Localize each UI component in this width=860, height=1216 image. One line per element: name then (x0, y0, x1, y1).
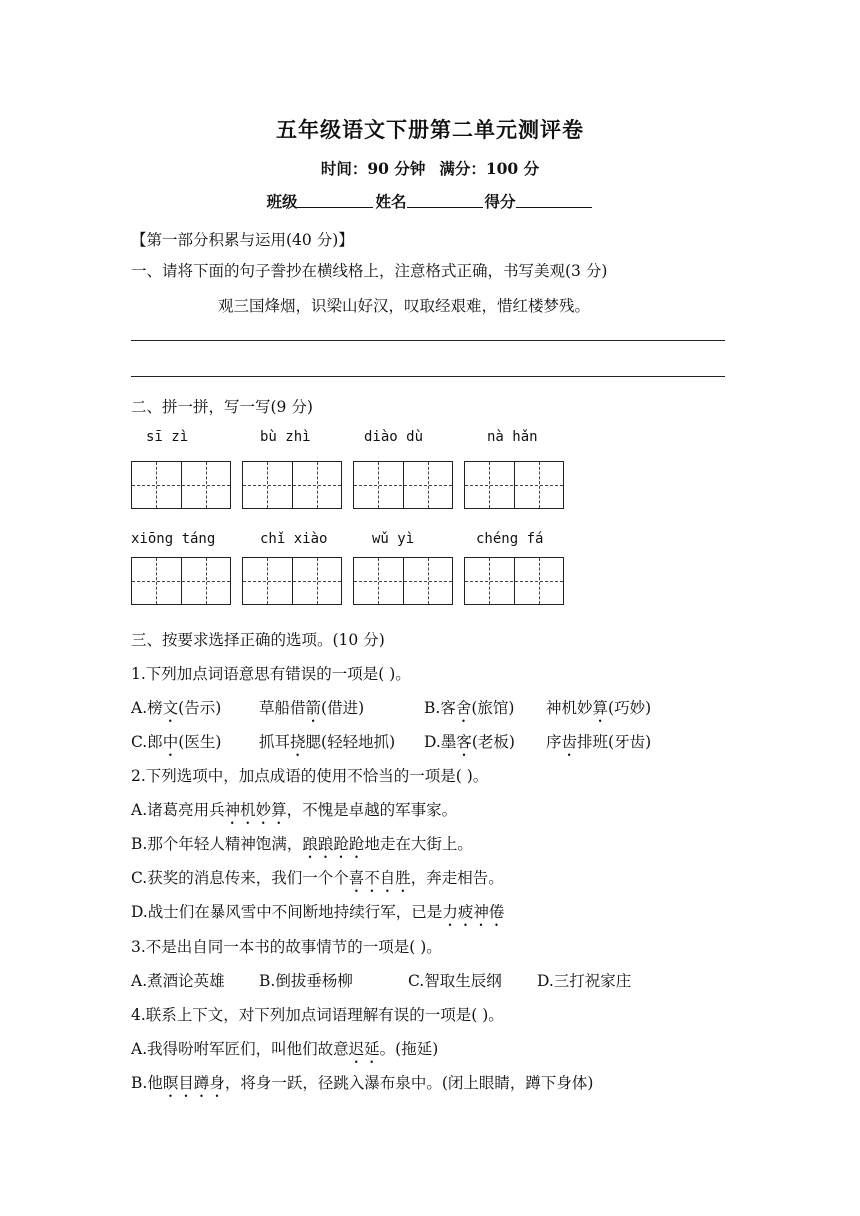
dotted-word: 客 (456, 733, 472, 751)
option-text: 榜 (147, 699, 163, 717)
option-label: D. (424, 733, 441, 751)
option-text: 地走在大街上。 (364, 835, 473, 853)
option-text: B.他 (131, 1074, 163, 1092)
dotted-word: 瞑目蹲身 (162, 1074, 225, 1092)
grade-label: 得分 (484, 192, 516, 211)
q3-1-option-a[interactable] (131, 696, 221, 726)
pinyin-2: bù zhì (260, 429, 311, 445)
copy-line-2[interactable] (131, 376, 725, 377)
q3-1-option-a-2 (259, 696, 364, 726)
option-text: 客 (440, 699, 456, 717)
dotted-word: 箭 (305, 699, 322, 717)
q3-2-option-c[interactable] (131, 866, 504, 896)
writing-grid[interactable] (242, 557, 342, 605)
dotted-word: 踉踉跄跄 (302, 835, 365, 853)
dotted-word: 力疲神倦 (442, 903, 505, 921)
option-text: A.诸葛亮用兵 (131, 801, 225, 819)
option-text: B.那个年轻人精神饱满， (131, 835, 303, 853)
page-title: 五年级语文下册第二单元测评卷 (276, 117, 584, 142)
q1-heading: 一、请将下面的句子誊抄在横线格上，注意格式正确，书写美观(3 分) (131, 262, 608, 280)
option-text: 。(拖延) (379, 1040, 439, 1058)
option-text: 抓耳 (259, 733, 291, 751)
pinyin-3: diào dù (364, 429, 424, 445)
writing-grid[interactable] (353, 557, 453, 605)
q3-3-option-c[interactable]: C.智取生辰纲 (408, 972, 502, 990)
writing-grid[interactable] (131, 557, 231, 605)
q3-1-option-c[interactable] (131, 730, 221, 760)
option-text: 草船借 (259, 699, 306, 717)
option-text: 序 (546, 733, 562, 751)
q3-3-option-d[interactable]: D.三打祝家庄 (537, 972, 632, 990)
exam-meta (0, 157, 860, 179)
q3-4-option-a[interactable] (131, 1037, 438, 1067)
dotted-word: 中 (162, 733, 179, 751)
option-text: 排班(牙齿) (577, 733, 652, 751)
option-text: D.战士们在暴风雪中不间断地持续行军，已是 (131, 903, 443, 921)
student-info-row (0, 190, 860, 212)
copy-line-1[interactable] (131, 340, 725, 341)
class-label: 班级 (266, 192, 298, 211)
dotted-word: 舍 (455, 699, 472, 717)
q3-1-option-d[interactable] (424, 730, 515, 760)
q3-2-stem: 2.下列选项中，加点成语的使用不恰当的一项是( )。 (131, 767, 489, 785)
option-text: 郎 (147, 733, 163, 751)
q3-4-stem: 4.联系上下文，对下列加点词语理解有误的一项是( )。 (131, 1006, 504, 1024)
option-text: 腮(轻轻地抓) (305, 733, 396, 751)
dotted-word: 齿 (561, 733, 578, 751)
q3-1-option-b[interactable] (424, 696, 514, 726)
option-text: (巧妙) (608, 699, 652, 717)
option-label: A. (131, 699, 148, 717)
exam-time: 时间：90 分钟 (320, 159, 426, 178)
q3-3-option-b[interactable]: B.倒拔垂杨柳 (259, 972, 353, 990)
dotted-word: 文 (162, 699, 179, 717)
q3-2-option-d[interactable] (131, 900, 504, 930)
q3-heading: 三、按要求选择正确的选项。(10 分) (131, 631, 385, 649)
option-text: 神机妙 (546, 699, 593, 717)
q2-heading: 二、拼一拼，写一写(9 分) (131, 398, 313, 416)
dotted-word: 算 (592, 699, 609, 717)
grade-blank[interactable] (516, 207, 592, 208)
option-text: (老板) (471, 733, 515, 751)
writing-grid[interactable] (464, 461, 564, 509)
pinyin-4: nà hǎn (487, 429, 538, 445)
option-text: (旅馆) (471, 699, 515, 717)
q1-sentence: 观三国烽烟，识梁山好汉，叹取经艰难，惜红楼梦残。 (218, 297, 591, 315)
dotted-word: 挠 (290, 733, 306, 751)
option-text: ，奔走相告。 (410, 869, 504, 887)
option-text: ，将身一跃，径跳入瀑布泉中。(闭上眼睛，蹲下身体) (224, 1074, 594, 1092)
dotted-word: 喜不自胜 (348, 869, 411, 887)
option-text: 墨 (440, 733, 457, 751)
q3-1-option-b-2 (546, 696, 651, 726)
pinyin-7: wǔ yì (372, 531, 415, 547)
q3-4-option-b[interactable] (131, 1071, 593, 1101)
option-text: (告示) (178, 699, 222, 717)
option-text: C.获奖的消息传来，我们一个个 (131, 869, 349, 887)
class-blank[interactable] (297, 207, 373, 208)
pinyin-6: chǐ xiào (260, 531, 328, 547)
q3-1-stem: 1.下列加点词语意思有错误的一项是( )。 (131, 665, 411, 683)
q3-3-stem: 3.不是出自同一本书的故事情节的一项是( )。 (131, 938, 442, 956)
pinyin-5: xiōng táng (131, 531, 216, 547)
q3-2-option-b[interactable] (131, 832, 473, 862)
option-text: (借进) (321, 699, 365, 717)
pinyin-1: sī zì (146, 429, 189, 445)
dotted-word: 迟延 (348, 1040, 380, 1058)
writing-grid[interactable] (242, 461, 342, 509)
q3-1-option-c-2 (259, 730, 395, 760)
part1-heading: 【第一部分积累与运用(40 分)】 (131, 231, 354, 249)
option-text: A.我得吩咐军匠们，叫他们故意 (131, 1040, 349, 1058)
name-label: 姓名 (375, 192, 407, 211)
exam-full-score: 满分：100 分 (439, 159, 540, 178)
option-text: ，不愧是卓越的军事家。 (286, 801, 458, 819)
dotted-word: 神机妙算 (224, 801, 287, 819)
option-text: (医生) (178, 733, 222, 751)
q3-1-option-d-2 (546, 730, 651, 760)
pinyin-8: chéng fá (476, 531, 544, 547)
option-label: C. (131, 733, 148, 751)
name-blank[interactable] (407, 207, 483, 208)
option-label: B. (424, 699, 441, 717)
writing-grid[interactable] (131, 461, 231, 509)
writing-grid[interactable] (464, 557, 564, 605)
q3-3-option-a[interactable]: A.煮酒论英雄 (131, 972, 225, 990)
writing-grid[interactable] (353, 461, 453, 509)
q3-2-option-a[interactable] (131, 798, 457, 828)
